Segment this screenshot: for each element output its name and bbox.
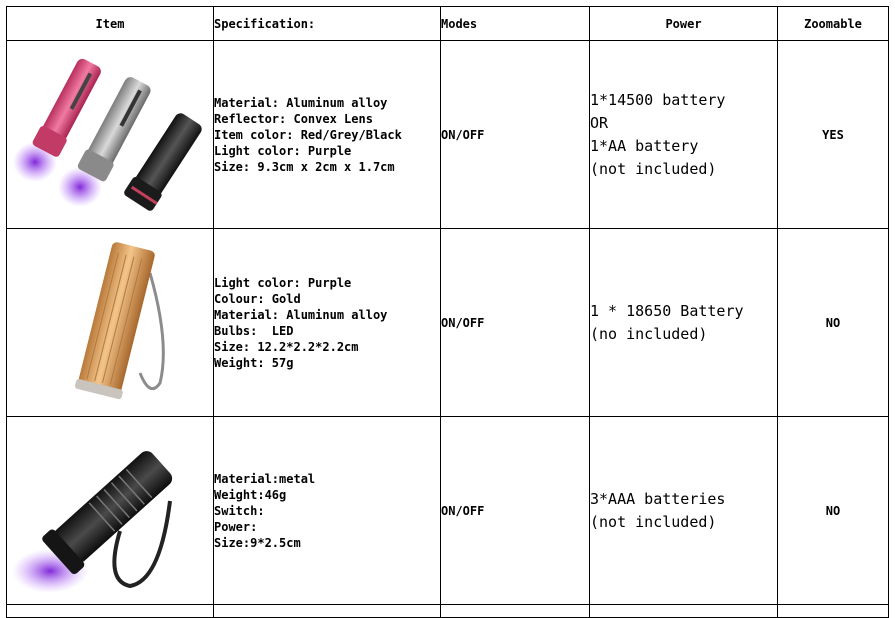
- modes-cell: ON/OFF: [441, 417, 590, 605]
- three-uv-flashlights-icon: [10, 47, 210, 222]
- zoomable-cell: [778, 605, 889, 618]
- modes-cell: ON/OFF: [441, 41, 590, 229]
- modes-cell: [441, 605, 590, 618]
- zoomable-cell: NO: [778, 229, 889, 417]
- zoomable-cell: NO: [778, 417, 889, 605]
- header-row: [7, 7, 889, 41]
- power-cell: 3*AAA batteries (not included): [590, 417, 778, 605]
- specification-cell: Light color: Purple Colour: Gold Material: Aluminum alloy Bulbs: LED Size: 12.2*2.2*2.2cm Weight: 57g: [214, 229, 441, 417]
- item-image-cell: [7, 41, 214, 229]
- zoomable-cell: YES: [778, 41, 889, 229]
- power-cell: 1*14500 battery OR 1*AA battery (not included): [590, 41, 778, 229]
- table-row: [7, 605, 889, 618]
- item-image-cell: [7, 605, 214, 618]
- header-zoomable: Zoomable: [778, 7, 889, 41]
- header-item: Item: [7, 7, 214, 41]
- gold-flashlight-icon: [10, 233, 210, 413]
- header-modes: Modes: [441, 7, 590, 41]
- modes-cell: ON/OFF: [441, 229, 590, 417]
- item-image-cell: [7, 417, 214, 605]
- specification-cell: Material: Aluminum alloy Reflector: Convex Lens Item color: Red/Grey/Black Light color: Purple Size: 9.3cm x 2cm x 1.7cm: [214, 41, 441, 229]
- power-cell: [590, 605, 778, 618]
- header-specification: Specification:: [214, 7, 441, 41]
- table-row: [7, 41, 889, 229]
- black-uv-flashlight-icon: [10, 421, 210, 601]
- table-row: [7, 417, 889, 605]
- power-cell: 1 * 18650 Battery (no included): [590, 229, 778, 417]
- table-row: [7, 229, 889, 417]
- specification-cell: Material:metal Weight:46g Switch: Power: Size:9*2.5cm: [214, 417, 441, 605]
- spec-table: [6, 6, 889, 618]
- header-power: Power: [590, 7, 778, 41]
- item-image-cell: [7, 229, 214, 417]
- specification-cell: [214, 605, 441, 618]
